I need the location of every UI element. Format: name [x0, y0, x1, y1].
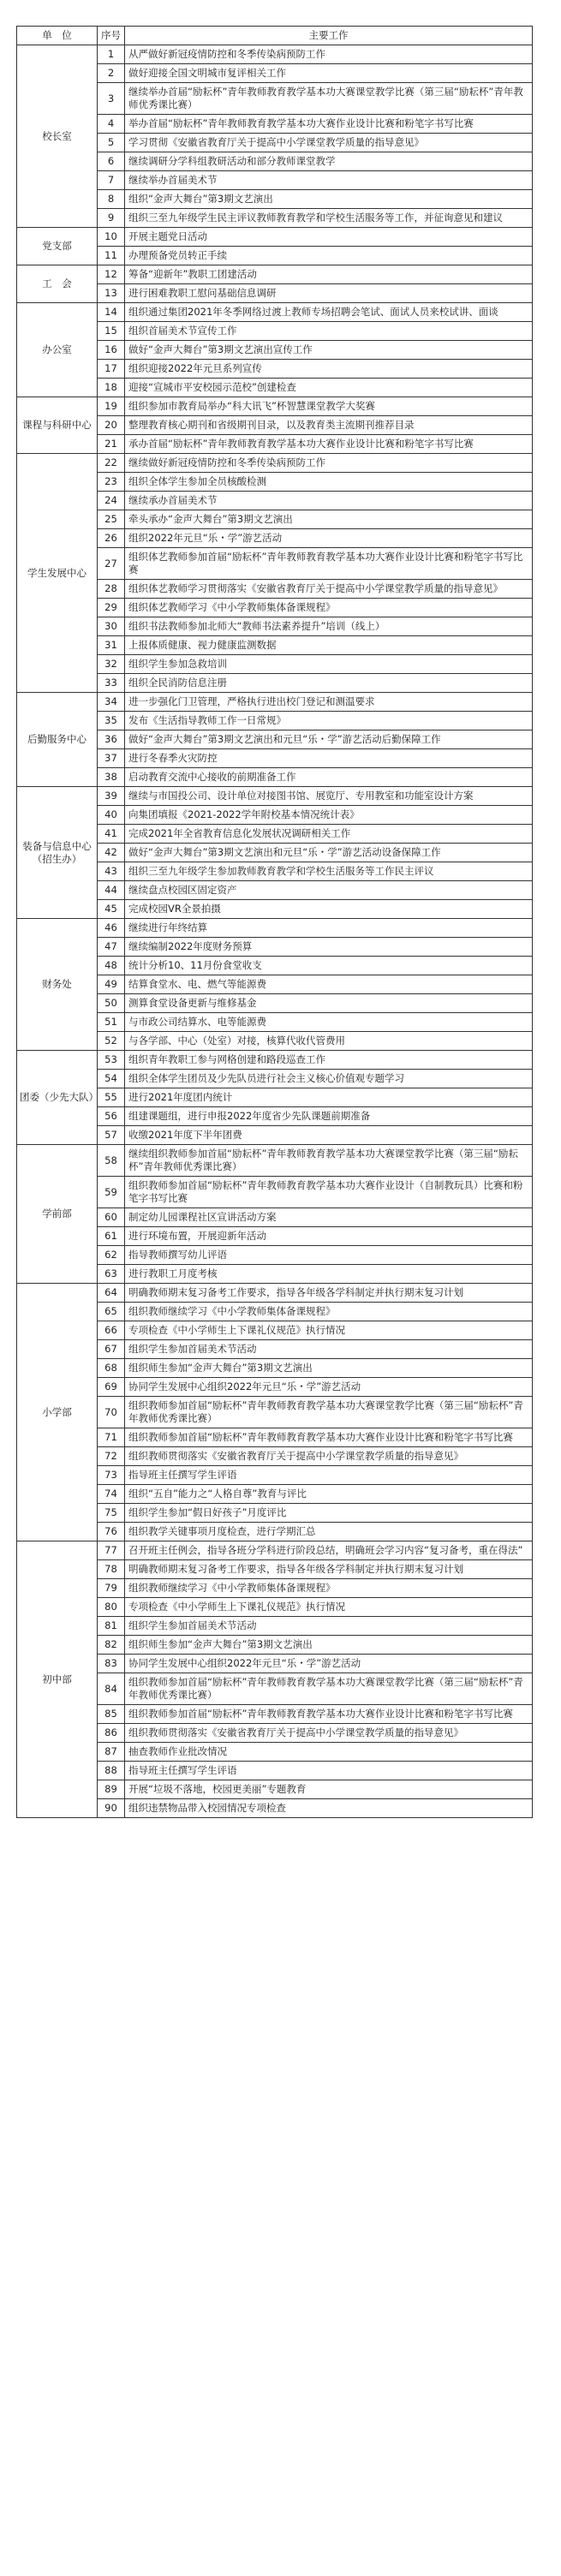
work-cell: 组织书法教师参加北师大“教师书法素养提升”培训（线上） [125, 617, 533, 636]
work-cell: 启动教育交流中心接收的前期准备工作 [125, 768, 533, 787]
work-cell: 组织教师继续学习《中小学教师集体备课规程》 [125, 1303, 533, 1321]
unit-cell: 装备与信息中心（招生办） [17, 787, 98, 919]
work-cell: 组织体艺教师学习贯彻落实《安徽省教育厅关于提高中小学课堂教学质量的指导意见》 [125, 580, 533, 599]
seq-cell: 82 [98, 1636, 125, 1655]
seq-cell: 1 [98, 45, 125, 64]
work-cell: 整理教育核心期刊和省级期刊目录，以及教育类主流期刊推荐目录 [125, 416, 533, 435]
seq-cell: 57 [98, 1126, 125, 1145]
work-cell: 组织师生参加“金声大舞台”第3期文艺演出 [125, 1636, 533, 1655]
unit-cell: 小学部 [17, 1284, 98, 1541]
seq-cell: 54 [98, 1070, 125, 1088]
seq-cell: 69 [98, 1378, 125, 1397]
seq-cell: 70 [98, 1397, 125, 1428]
work-cell: 明确教师期末复习备考工作要求，指导各年级各学科制定并执行期末复习计划 [125, 1560, 533, 1579]
work-cell: 协同学生发展中心组织2022年元旦“乐・学”游艺活动 [125, 1655, 533, 1673]
work-cell: 做好“金声大舞台”第3期文艺演出宣传工作 [125, 341, 533, 360]
seq-cell: 31 [98, 636, 125, 655]
seq-cell: 20 [98, 416, 125, 435]
table-row [17, 303, 533, 322]
work-cell: 办理预备党员转正手续 [125, 247, 533, 265]
header-row [17, 27, 533, 45]
seq-cell: 80 [98, 1598, 125, 1617]
seq-cell: 25 [98, 510, 125, 529]
seq-cell: 32 [98, 655, 125, 674]
work-cell: 发布《生活指导教师工作一日常规》 [125, 712, 533, 730]
table-body [17, 45, 533, 1818]
seq-cell: 48 [98, 957, 125, 975]
seq-cell: 77 [98, 1541, 125, 1560]
header-unit: 单 位 [17, 27, 98, 45]
seq-cell: 10 [98, 228, 125, 247]
work-cell: 收缴2021年度下半年团费 [125, 1126, 533, 1145]
work-cell: 组织教师参加首届“励耘杯”青年教师教育教学基本功大赛作业设计比赛和粉笔字书写比赛 [125, 1705, 533, 1724]
work-cell: 组织学生参加“假日好孩子”月度评比 [125, 1504, 533, 1523]
work-cell: 组织迎接2022年元旦系列宣传 [125, 360, 533, 379]
unit-cell: 课程与科研中心 [17, 397, 98, 454]
work-cell: 组织三至九年级学生参加教师教育教学和学校生活服务等工作民主评议 [125, 862, 533, 881]
seq-cell: 38 [98, 768, 125, 787]
work-cell: 组织师生参加“金声大舞台”第3期文艺演出 [125, 1359, 533, 1378]
table-row [17, 397, 533, 416]
seq-cell: 86 [98, 1724, 125, 1743]
table-row [17, 1541, 533, 1560]
work-cell: 开展主题党日活动 [125, 228, 533, 247]
work-cell: 举办首届“励耘杯”青年教师教育教学基本功大赛作业设计比赛和粉笔字书写比赛 [125, 115, 533, 134]
seq-cell: 44 [98, 881, 125, 900]
seq-cell: 13 [98, 284, 125, 303]
unit-cell: 办公室 [17, 303, 98, 397]
work-cell: 组织全民消防信息注册 [125, 674, 533, 693]
work-cell: 进一步强化门卫管理，严格执行进出校门登记和测温要求 [125, 693, 533, 712]
seq-cell: 16 [98, 341, 125, 360]
table-row [17, 1051, 533, 1070]
unit-cell: 初中部 [17, 1541, 98, 1818]
seq-cell: 29 [98, 599, 125, 617]
unit-cell: 财务处 [17, 919, 98, 1051]
seq-cell: 8 [98, 190, 125, 209]
work-cell: 进行教职工月度考核 [125, 1265, 533, 1284]
work-cell: 完成2021年全省教育信息化发展状况调研相关工作 [125, 825, 533, 844]
work-cell: 组织通过集团2021年冬季网络过渡上教师专场招聘会笔试、面试人员来校试讲、面谈 [125, 303, 533, 322]
work-cell: 组织“金声大舞台”第3期文艺演出 [125, 190, 533, 209]
seq-cell: 83 [98, 1655, 125, 1673]
work-cell: 迎接“宣城市平安校园示范校”创建检查 [125, 379, 533, 397]
seq-cell: 7 [98, 171, 125, 190]
seq-cell: 49 [98, 975, 125, 994]
work-cell: 与各学部、中心（处室）对接，核算代收代管费用 [125, 1032, 533, 1051]
seq-cell: 64 [98, 1284, 125, 1303]
seq-cell: 53 [98, 1051, 125, 1070]
seq-cell: 27 [98, 548, 125, 580]
work-cell: 组织教师贯彻落实《安徽省教育厅关于提高中小学课堂教学质量的指导意见》 [125, 1724, 533, 1743]
work-cell: 组织三至九年级学生民主评议教师教育教学和学校生活服务等工作，并征询意见和建议 [125, 209, 533, 228]
work-cell: 牵头承办“金声大舞台”第3期文艺演出 [125, 510, 533, 529]
work-cell: 组织参加市教育局举办“科大讯飞”杯智慧课堂教学大奖赛 [125, 397, 533, 416]
work-cell: 组织教师继续学习《中小学教师集体备课规程》 [125, 1579, 533, 1598]
seq-cell: 17 [98, 360, 125, 379]
table-row [17, 1284, 533, 1303]
work-cell: 筹备“迎新年”教职工团建活动 [125, 265, 533, 284]
work-cell: 指导教师撰写幼儿评语 [125, 1246, 533, 1265]
table-row [17, 228, 533, 247]
seq-cell: 58 [98, 1145, 125, 1177]
seq-cell: 68 [98, 1359, 125, 1378]
seq-cell: 3 [98, 83, 125, 115]
seq-cell: 72 [98, 1447, 125, 1466]
seq-cell: 55 [98, 1088, 125, 1107]
work-cell: 继续进行年终结算 [125, 919, 533, 938]
seq-cell: 28 [98, 580, 125, 599]
seq-cell: 2 [98, 64, 125, 83]
seq-cell: 52 [98, 1032, 125, 1051]
seq-cell: 40 [98, 806, 125, 825]
seq-cell: 37 [98, 749, 125, 768]
work-cell: 向集团填报《2021-2022学年附校基本情况统计表》 [125, 806, 533, 825]
work-cell: 开展“垃圾不落地，校园更美丽”专题教育 [125, 1780, 533, 1799]
unit-cell: 学生发展中心 [17, 454, 98, 693]
work-cell: 明确教师期末复习备考工作要求，指导各年级各学科制定并执行期末复习计划 [125, 1284, 533, 1303]
work-cell: 继续举办首届“励耘杯”青年教师教育教学基本功大赛课堂教学比赛（第三届“励耘杯”青年教师优秀课比赛） [125, 83, 533, 115]
work-cell: 测算食堂设备更新与维修基金 [125, 994, 533, 1013]
work-cell: 进行冬春季火灾防控 [125, 749, 533, 768]
seq-cell: 6 [98, 152, 125, 171]
seq-cell: 73 [98, 1466, 125, 1485]
seq-cell: 62 [98, 1246, 125, 1265]
seq-cell: 4 [98, 115, 125, 134]
seq-cell: 56 [98, 1107, 125, 1126]
seq-cell: 36 [98, 730, 125, 749]
seq-cell: 66 [98, 1321, 125, 1340]
seq-cell: 85 [98, 1705, 125, 1724]
seq-cell: 21 [98, 435, 125, 454]
work-cell: 承办首届“励耘杯”青年教师教育教学基本功大赛作业设计比赛和粉笔字书写比赛 [125, 435, 533, 454]
work-cell: 组织学生参加急救培训 [125, 655, 533, 674]
work-cell: 组织教师参加首届“励耘杯”青年教师教育教学基本功大赛作业设计（自制教玩具）比赛和粉笔字书写比赛 [125, 1177, 533, 1208]
work-cell: 组织体艺教师参加首届“励耘杯”青年教师教育教学基本功大赛作业设计比赛和粉笔字书写比赛 [125, 548, 533, 580]
work-cell: 与市政公司结算水、电等能源费 [125, 1013, 533, 1032]
seq-cell: 42 [98, 844, 125, 862]
seq-cell: 26 [98, 529, 125, 548]
work-cell: 做好迎接全国文明城市复评相关工作 [125, 64, 533, 83]
work-cell: 做好“金声大舞台”第3期文艺演出和元旦“乐・学”游艺活动设备保障工作 [125, 844, 533, 862]
seq-cell: 87 [98, 1743, 125, 1762]
seq-cell: 23 [98, 473, 125, 492]
work-cell: 做好“金声大舞台”第3期文艺演出和元旦“乐・学”游艺活动后勤保障工作 [125, 730, 533, 749]
table-row [17, 693, 533, 712]
work-cell: 继续组织教师参加首届“励耘杯”青年教师教育教学基本功大赛课堂教学比赛（第三届“励耘杯”青年教师优秀课比赛） [125, 1145, 533, 1177]
work-cell: 组织教师参加首届“励耘杯”青年教师教育教学基本功大赛课堂教学比赛（第三届“励耘杯”青年教师优秀课比赛） [125, 1673, 533, 1705]
seq-cell: 22 [98, 454, 125, 473]
work-cell: 完成校园VR全景拍摄 [125, 900, 533, 919]
work-plan-table [16, 26, 533, 1818]
work-cell: 组织“五自”能力之“人格自尊”教育与评比 [125, 1485, 533, 1504]
unit-cell: 党支部 [17, 228, 98, 265]
work-cell: 组织教师参加首届“励耘杯”青年教师教育教学基本功大赛课堂教学比赛（第三届“励耘杯”青年教师优秀课比赛） [125, 1397, 533, 1428]
seq-cell: 59 [98, 1177, 125, 1208]
table-row [17, 45, 533, 64]
seq-cell: 71 [98, 1428, 125, 1447]
seq-cell: 41 [98, 825, 125, 844]
seq-cell: 33 [98, 674, 125, 693]
table-row [17, 1145, 533, 1177]
seq-cell: 90 [98, 1799, 125, 1818]
work-cell: 进行2021年度团内统计 [125, 1088, 533, 1107]
work-cell: 制定幼儿园课程社区宣讲活动方案 [125, 1208, 533, 1227]
table-row [17, 787, 533, 806]
table-row [17, 919, 533, 938]
unit-cell: 团委（少先大队） [17, 1051, 98, 1145]
seq-cell: 60 [98, 1208, 125, 1227]
unit-cell: 工 会 [17, 265, 98, 303]
seq-cell: 89 [98, 1780, 125, 1799]
work-cell: 继续做好新冠疫情防控和冬季传染病预防工作 [125, 454, 533, 473]
seq-cell: 9 [98, 209, 125, 228]
work-cell: 组织学生参加首届美术节活动 [125, 1340, 533, 1359]
seq-cell: 51 [98, 1013, 125, 1032]
work-cell: 结算食堂水、电、燃气等能源费 [125, 975, 533, 994]
seq-cell: 84 [98, 1673, 125, 1705]
work-cell: 专项检查《中小学师生上下课礼仪规范》执行情况 [125, 1598, 533, 1617]
work-cell: 召开班主任例会，指导各班分学科进行阶段总结，明确班会学习内容“复习备考，重在得法” [125, 1541, 533, 1560]
seq-cell: 39 [98, 787, 125, 806]
work-cell: 指导班主任撰写学生评语 [125, 1762, 533, 1780]
seq-cell: 30 [98, 617, 125, 636]
seq-cell: 34 [98, 693, 125, 712]
work-cell: 继续调研分学科组教研活动和部分教师课堂教学 [125, 152, 533, 171]
work-cell: 继续与市国投公司、设计单位对接图书馆、展览厅、专用教室和功能室设计方案 [125, 787, 533, 806]
work-cell: 组建课题组，进行申报2022年度省少先队课题前期准备 [125, 1107, 533, 1126]
seq-cell: 81 [98, 1617, 125, 1636]
work-cell: 进行困难教职工慰问基础信息调研 [125, 284, 533, 303]
seq-cell: 24 [98, 492, 125, 510]
seq-cell: 88 [98, 1762, 125, 1780]
work-cell: 指导班主任撰写学生评语 [125, 1466, 533, 1485]
unit-cell: 后勤服务中心 [17, 693, 98, 787]
work-cell: 学习贯彻《安徽省教育厅关于提高中小学课堂教学质量的指导意见》 [125, 134, 533, 152]
work-cell: 从严做好新冠疫情防控和冬季传染病预防工作 [125, 45, 533, 64]
work-cell: 组织违禁物品带入校园情况专项检查 [125, 1799, 533, 1818]
seq-cell: 19 [98, 397, 125, 416]
work-cell: 组织教师贯彻落实《安徽省教育厅关于提高中小学课堂教学质量的指导意见》 [125, 1447, 533, 1466]
work-cell: 专项检查《中小学师生上下课礼仪规范》执行情况 [125, 1321, 533, 1340]
unit-cell: 校长室 [17, 45, 98, 228]
seq-cell: 78 [98, 1560, 125, 1579]
seq-cell: 79 [98, 1579, 125, 1598]
seq-cell: 74 [98, 1485, 125, 1504]
table-row [17, 265, 533, 284]
work-cell: 组织教学关键事项月度检查，进行学期汇总 [125, 1523, 533, 1541]
table-row [17, 454, 533, 473]
work-cell: 继续承办首届美术节 [125, 492, 533, 510]
seq-cell: 15 [98, 322, 125, 341]
work-cell: 组织体艺教师学习《中小学教师集体备课规程》 [125, 599, 533, 617]
work-cell: 组织全体学生参加全员核酸检测 [125, 473, 533, 492]
work-cell: 继续举办首届美术节 [125, 171, 533, 190]
seq-cell: 35 [98, 712, 125, 730]
unit-cell: 学前部 [17, 1145, 98, 1284]
seq-cell: 46 [98, 919, 125, 938]
work-cell: 抽查教师作业批改情况 [125, 1743, 533, 1762]
seq-cell: 75 [98, 1504, 125, 1523]
seq-cell: 14 [98, 303, 125, 322]
work-cell: 组织首届美术节宣传工作 [125, 322, 533, 341]
seq-cell: 63 [98, 1265, 125, 1284]
work-cell: 继续编制2022年度财务预算 [125, 938, 533, 957]
work-cell: 组织2022年元旦“乐・学”游艺活动 [125, 529, 533, 548]
seq-cell: 45 [98, 900, 125, 919]
work-cell: 上报体质健康、视力健康监测数据 [125, 636, 533, 655]
work-cell: 组织学生参加首届美术节活动 [125, 1617, 533, 1636]
work-cell: 协同学生发展中心组织2022年元旦“乐・学”游艺活动 [125, 1378, 533, 1397]
seq-cell: 11 [98, 247, 125, 265]
work-cell: 继续盘点校园区固定资产 [125, 881, 533, 900]
seq-cell: 67 [98, 1340, 125, 1359]
seq-cell: 65 [98, 1303, 125, 1321]
header-work: 主要工作 [125, 27, 533, 45]
seq-cell: 76 [98, 1523, 125, 1541]
seq-cell: 50 [98, 994, 125, 1013]
seq-cell: 61 [98, 1227, 125, 1246]
work-cell: 组织青年教职工参与网格创建和路段巡查工作 [125, 1051, 533, 1070]
seq-cell: 12 [98, 265, 125, 284]
seq-cell: 18 [98, 379, 125, 397]
work-cell: 统计分析10、11月份食堂收支 [125, 957, 533, 975]
header-seq: 序号 [98, 27, 125, 45]
work-cell: 组织教师参加首届“励耘杯”青年教师教育教学基本功大赛作业设计比赛和粉笔字书写比赛 [125, 1428, 533, 1447]
seq-cell: 47 [98, 938, 125, 957]
work-cell: 进行环境布置，开展迎新年活动 [125, 1227, 533, 1246]
work-cell: 组织全体学生团员及少先队员进行社会主义核心价值观专题学习 [125, 1070, 533, 1088]
seq-cell: 5 [98, 134, 125, 152]
seq-cell: 43 [98, 862, 125, 881]
